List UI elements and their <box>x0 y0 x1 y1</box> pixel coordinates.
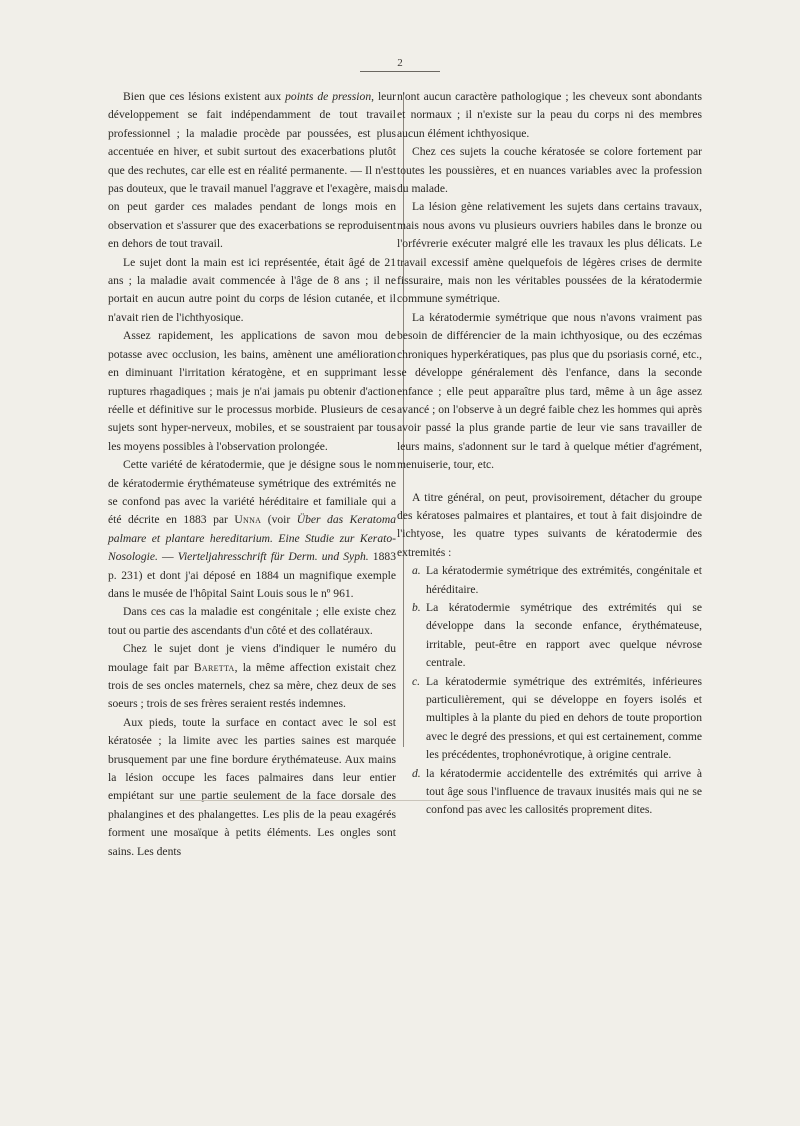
left-column <box>108 88 396 858</box>
header-rule <box>360 71 440 72</box>
text-columns <box>108 88 740 858</box>
page-number: 2 <box>397 57 403 69</box>
paragraph: Chez le sujet dont je viens d'indiquer le numéro du moulage fait par Baretta, la même affection existait chez trois de ses oncles maternels, chez sa mère, chez deux de ses soeurs ; trois de ses frères seraient restés indemnes. <box>108 642 396 711</box>
right-column <box>397 88 702 817</box>
paragraph: Dans ces cas la maladie est congénitale ; elle existe chez tout ou partie des ascendants d'un côté et des collatéraux. <box>108 605 396 637</box>
paragraph: La lésion gène relativement les sujets dans certains travaux, mais nous avons vu plusieurs ouvriers habiles dans le bronze ou l'orfévrerie exécuter malgré elle les travaux les plus délicats. Le travail excessif amène quelquefois de légères crises de dermite fissuraire, mais non les véritables poussées de la kératodermie commune symétrique. <box>397 200 702 306</box>
footer-rule <box>180 800 480 801</box>
list-text: La kératodermie symétrique des extrémités qui se développe dans la seconde enfance, érythémateuse, irritable, peut-être en rapport avec quelque névrose centrale. <box>426 600 702 670</box>
paragraph: Chez ces sujets la couche kératosée se colore fortement par toutes les poussières, et en nuances variables avec la profession du malade. <box>397 145 702 196</box>
list-letter: b. <box>412 600 421 614</box>
emphasis-points-de-pression: points de pression <box>285 90 372 103</box>
list-item <box>412 673 702 765</box>
journal-title: Vierteljahresschrift für Derm. und Syph. <box>177 550 369 564</box>
author-name: Unna <box>234 513 262 527</box>
list-text: La kératodermie symétrique des extrémités, congénitale et héréditaire. <box>426 564 702 596</box>
list-item <box>412 599 702 673</box>
paragraph: A titre général, on peut, provisoirement, détacher du groupe des kératoses palmaires et plantaires, et tout à fait disjoindre de l'ichtyose, les quatre types suivants de kératodermie des extremités : <box>397 490 702 559</box>
list-letter: a. <box>412 564 421 578</box>
paragraph: Aux pieds, toute la surface en contact avec le sol est kératosée ; la limite avec les parties saines est marquée brusquement par une fine bordure érythémateuse. Aux mains la lésion occupe les faces palmaires dans leur entier empiétant sur une partie seulement de la face dorsale des phalangines et des phalangettes. Les plis de la peau exagérés forment une mosaïque à petits éléments. Les ongles sont sains. Les dents <box>108 715 396 858</box>
types-list <box>397 562 702 820</box>
list-item <box>412 562 702 599</box>
paragraph: Le sujet dont la main est ici représentée, était âgé de 21 ans ; la maladie avait commencée à l'âge de 8 ans ; il ne portait en aucun autre point du corps de lésion cutanée, et il n'avait rien de l'ichthyosique. <box>108 255 396 324</box>
paragraph: Cette variété de kératodermie, que je désigne sous le nom de kératodermie érythémateuse symétrique des extrémités ne se confond pas avec la variété héréditaire et familiale qui a été décrite en 1883 par Unna (voir Über das Keratoma palmare et plantare hereditarium. Eine Studie zur Kerato-Nosologie. — Vierteljahresschrift für Derm. und Syph. 1883 p. 231) et dont j'ai déposé en 1884 un magnifique exemple dans le musée de l'hôpital Saint Louis sous le nº 961. <box>108 458 396 600</box>
paragraph: n'ont aucun caractère pathologique ; les cheveux sont abondants et normaux ; il n'existe sur la peau du corps ni des membres aucun élément ichthyosique. <box>397 90 702 140</box>
citation-title: Über das Keratoma palmare et plantare hereditarium. Eine Studie zur Kerato-Nosologie. <box>108 513 396 564</box>
paragraph: Bien que ces lésions existent aux points de pression, leur développement se fait indépendamment de tout travail professionnel ; la maladie procède par poussées, est plus accentuée en hiver, et subit surtout des exacerbations plutôt que des rechutes, car elle est en réalité permanente. — Il n'est pas douteux, que le travail manuel l'aggrave et l'exagère, mais on peut garder ces malades pendant de longs mois en observation et s'assurer que des exacerbations se reproduisent en dehors de tout travail. <box>108 90 396 251</box>
list-text: la kératodermie accidentelle des extrémités qui arrive à tout âge sous l'influence de travaux inusités mais qui ne se confond pas avec les callosités proprement dites. <box>426 766 702 817</box>
paragraph: La kératodermie symétrique que nous n'avons vraiment pas besoin de différencier de la main ichthyosique, ou des eczémas chroniques hyperkératiques, pas plus que du psoriasis corné, etc., se développe généralement dès l'enfance, dans la seconde enfance ; elle peut apparaître plus tard, même à un âge assez avancé ; on l'observe à un degré faible chez les hommes qui après avoir passé la plus grande partie de leur vie sans travailler de leurs mains, s'adonnent sur le tard à quelque métier d'agrément, menuiserie, tour, etc. <box>397 310 702 472</box>
list-letter: d. <box>412 766 421 780</box>
paragraph: Assez rapidement, les applications de savon mou de potasse avec occlusion, les bains, amènent une amélioration en diminuant l'irritation kératogène, et en supprimant les ruptures rhagadiques ; mais je n'ai jamais pu obtenir d'action réelle et définitive sur le processus morbide. Plusieurs de ces sujets sont hyper-nerveux, mobiles, et se soustraient par tous les moyens possibles à l'observation prolongée. <box>108 329 396 453</box>
list-item <box>412 765 702 820</box>
list-text: La kératodermie symétrique des extrémités, inférieures particulièrement, qui se développe en foyers isolés et multiples à la plante du pied en dehors de toute proportion avec le degré des pressions, et qui est certainement, comme les précédentes, trophonévrotique, à origine centrale. <box>426 674 702 762</box>
list-letter: c. <box>412 674 421 688</box>
author-name: Baretta <box>193 660 235 674</box>
